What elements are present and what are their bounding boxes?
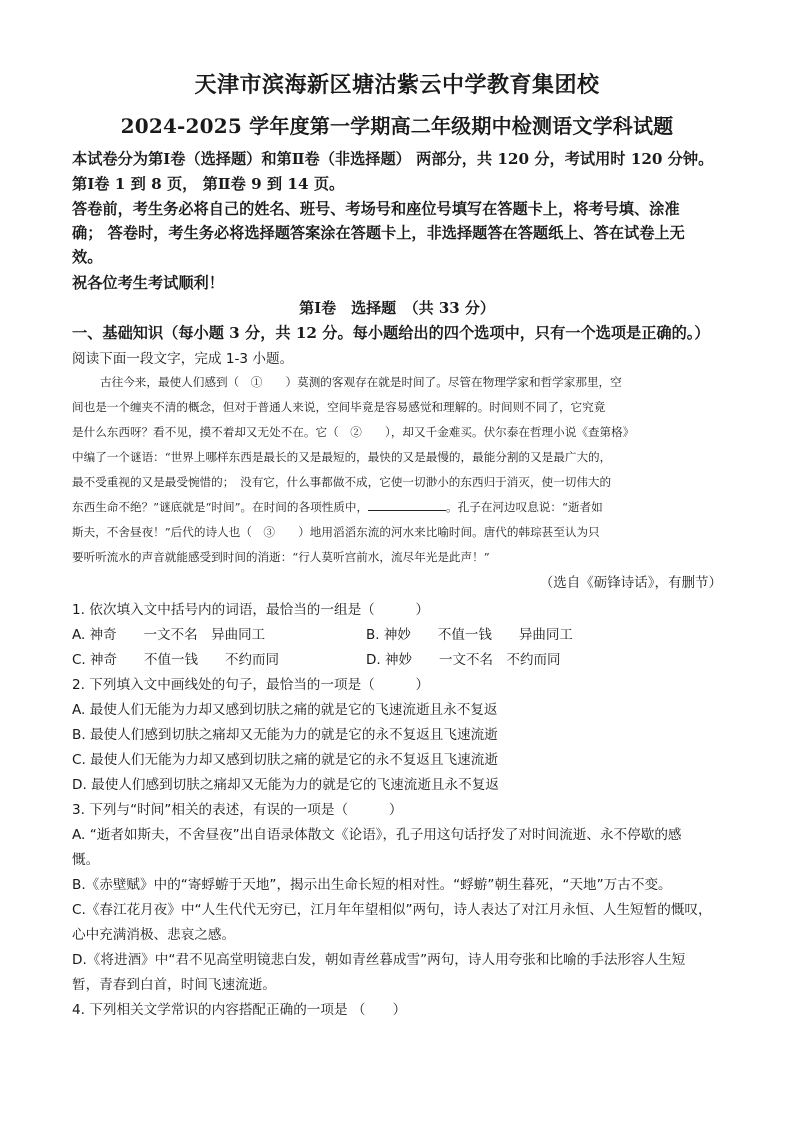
underline-blank	[368, 499, 446, 511]
q3-option-c-cont: 心中充满消极、悲哀之感。	[72, 927, 236, 943]
passage-line-8: 要听听流水的声音就能感受到时间的消逝：“行人莫听宫前水，流尽年光是此声！”	[72, 550, 490, 564]
intro-line-4: 确； 答卷时，考生务必将选择题答案涂在答题卡上，非选择题答在答题纸上、答在试卷上无	[72, 224, 685, 242]
q3-option-d[interactable]: D.《将进酒》中“君不见高堂明镜悲白发，朝如青丝暮成雪”两句，诗人用夸张和比喻的手法形容人生短	[72, 952, 686, 968]
q3-option-b[interactable]: B.《赤壁赋》中的“寄蜉蝣于天地”，揭示出生命长短的相对性。“蜉蝣”朝生暮死，“天地”万古不变。	[72, 877, 672, 893]
passage-source: （选自《砺锋诗话》，有删节）	[539, 575, 722, 591]
q2-option-b[interactable]: B. 最使人们感到切肤之痛却又无能为力的就是它的永不复返且飞速流逝	[72, 727, 498, 743]
passage-line-5: 最不受重视的又是最受惋惜的； 没有它，什么事都做不成，它使一切渺小的东西归于消灭，使一切伟大的	[72, 475, 612, 489]
q3-option-d-cont: 暂，青春到白首，时间飞速流逝。	[72, 977, 276, 993]
q1-option-b[interactable]: B. 神妙 不值一钱 异曲同工	[366, 627, 573, 643]
q2-option-a[interactable]: A. 最使人们无能为力却又感到切肤之痛的就是它的飞速流逝且永不复返	[72, 702, 498, 718]
q4-stem: 4. 下列相关文学常识的内容搭配正确的一项是 （ ）	[72, 1002, 407, 1018]
section-heading: 第Ⅰ卷 选择题 （共 33 分）	[299, 299, 495, 317]
q3-stem: 3. 下列与“时间”相关的表述，有误的一项是（ ）	[72, 802, 403, 818]
intro-line-2: 第Ⅰ卷 1 到 8 页， 第Ⅱ卷 9 到 14 页。	[72, 175, 345, 193]
school-title: 天津市滨海新区塘沽紫云中学教育集团校	[194, 72, 600, 98]
part-title: 一、基础知识（每小题 3 分，共 12 分。每小题给出的四个选项中，只有一个选项是正确的。）	[72, 324, 710, 342]
q2-option-c[interactable]: C. 最使人们无能为力却又感到切肤之痛的就是它的永不复返且飞速流逝	[72, 752, 498, 768]
passage-line-6-tail: 。孔子在河边叹息说：“逝者如	[446, 500, 603, 514]
intro-line-3: 答卷前，考生务必将自己的姓名、班号、考场号和座位号填写在答题卡上，将考号填、涂准	[72, 200, 680, 218]
passage-line-6-text: 东西生命不绝？”谜底就是“时间”。在时间的各项性质中，	[72, 500, 369, 514]
q1-option-a[interactable]: A. 神奇 一文不名 异曲同工	[72, 627, 266, 643]
passage-line-6	[72, 499, 603, 515]
passage-line-3: 是什么东西呀？看不见，摸不着却又无处不在。它（ ② ），却又千金难买。伏尔泰在哲理小说《查第格》	[72, 425, 635, 439]
q2-option-d[interactable]: D. 最使人们感到切肤之痛却又无能为力的就是它的飞速流逝且永不复返	[72, 777, 499, 793]
passage-line-2: 间也是一个缠夹不清的概念，但对于普通人来说，空间毕竟是容易感觉和理解的。时间则不同了，它究竟	[72, 400, 606, 414]
exam-title: 2024-2025 学年度第一学期高二年级期中检测语文学科试题	[120, 114, 674, 138]
q3-option-c[interactable]: C.《春江花月夜》中“人生代代无穷已，江月年年望相似”两句，诗人表达了对江月永恒、人生短暂的慨叹，	[72, 902, 712, 918]
q1-stem: 1. 依次填入文中括号内的词语，最恰当的一组是（ ）	[72, 602, 430, 618]
q1-option-d[interactable]: D. 神妙 一文不名 不约而同	[366, 652, 561, 668]
q3-option-a[interactable]: A. “逝者如斯夫，不舍昼夜”出自语录体散文《论语》，孔子用这句话抒发了对时间流逝、永不停歇的感	[72, 827, 682, 843]
q3-option-a-cont: 慨。	[72, 852, 100, 868]
intro-line-5: 效。	[72, 248, 103, 266]
passage-line-1: 古往今来，最使人们感到（ ① ）莫测的客观存在就是时间了。尽管在物理学家和哲学家那里，空	[100, 375, 622, 389]
passage-line-7: 斯夫，不舍昼夜！”后代的诗人也（ ③ ）地用滔滔东流的河水来比喻时间。唐代的韩琮甚至认为只	[72, 525, 600, 539]
passage-line-4: 中编了一个谜语：“世界上哪样东西是最长的又是最短的，最快的又是最慢的，最能分割的又是最广大的，	[72, 450, 612, 464]
intro-line-1: 本试卷分为第Ⅰ卷（选择题）和第Ⅱ卷（非选择题） 两部分，共 120 分，考试用时 120 分钟。	[72, 150, 714, 168]
q1-option-c[interactable]: C. 神奇 不值一钱 不约而同	[72, 652, 280, 668]
q2-stem: 2. 下列填入文中画线处的句子，最恰当的一项是（ ）	[72, 677, 430, 693]
intro-line-6: 祝各位考生考试顺利！	[72, 274, 224, 292]
passage-instruction: 阅读下面一段文字，完成 1-3 小题。	[72, 351, 294, 367]
